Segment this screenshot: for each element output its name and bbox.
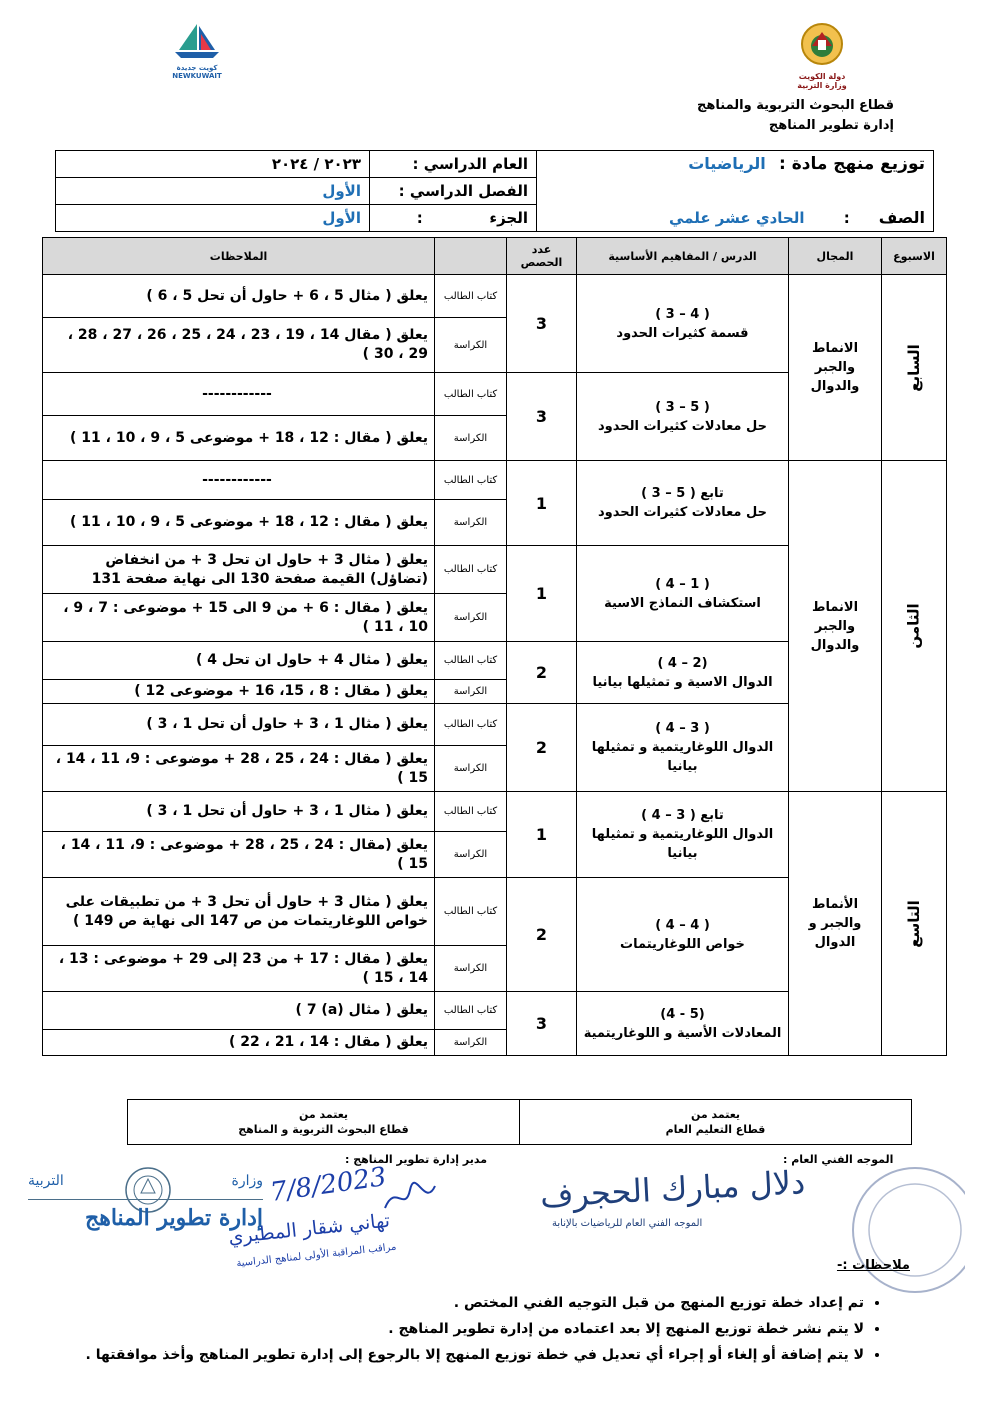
note-work: يعلق ( مقال : 24 ، 25 ، 28 + موضوعى : 9، 11 ، 14 ، 15 ) xyxy=(43,746,435,792)
right-signature: دلال مبارك الحجرف xyxy=(539,1163,807,1215)
source-book: كتاب الطالب xyxy=(435,642,507,680)
note-book: يعلق ( مثال 1 ، 3 + حاول أن تحل 1 ، 3 ) xyxy=(43,704,435,746)
count-cell: 2 xyxy=(507,642,577,704)
approval-right-title: يعتمد من xyxy=(690,1108,741,1121)
source-work: الكراسة xyxy=(435,946,507,992)
source-work: الكراسة xyxy=(435,318,507,373)
lesson-code: تابع ( 5 – 3 ) xyxy=(641,486,724,501)
lesson-code: (5 - 4) xyxy=(660,1006,705,1022)
lesson-cell xyxy=(577,792,789,878)
lesson-title: استكشاف النماذج الاسية xyxy=(604,595,761,611)
source-book: كتاب الطالب xyxy=(435,992,507,1030)
approval-research-sector xyxy=(128,1100,520,1145)
note-work: يعلق ( مقال : 14 ، 21 ، 22 ) xyxy=(43,1030,435,1056)
approvals-table xyxy=(127,1099,912,1145)
note-work: يعلق ( مقال 14 ، 19 ، 23 ، 24 ، 25 ، 26 ، 27 ، 28 ، 29 ، 30 ) xyxy=(43,318,435,373)
right-signer-label: الموجه الفني العام : xyxy=(783,1153,894,1166)
grade-cell xyxy=(537,205,934,232)
col-domain: المجال xyxy=(789,238,882,275)
lesson-code: ( 1 – 4 ) xyxy=(655,576,710,592)
note-work: يعلق ( مقال : 12 ، 18 + موضوعى 5 ، 9 ، 10 ، 11 ) xyxy=(43,500,435,546)
count-cell: 3 xyxy=(507,992,577,1056)
source-book: كتاب الطالب xyxy=(435,373,507,416)
source-book: كتاب الطالب xyxy=(435,461,507,500)
source-book: كتاب الطالب xyxy=(435,792,507,832)
source-work: الكراسة xyxy=(435,680,507,704)
source-book: كتاب الطالب xyxy=(435,275,507,318)
subject-cell xyxy=(537,151,934,178)
source-book: كتاب الطالب xyxy=(435,546,507,594)
lesson-title: حل معادلات كثيرات الحدود xyxy=(598,418,767,434)
note-item: • لا يتم نشر خطة توزيع المنهج إلا بعد اعتماده من إدارة تطوير المناهج . xyxy=(84,1316,864,1342)
grade-colon: : xyxy=(843,209,850,228)
handwritten-date: 7/8/2023 xyxy=(268,1162,389,1208)
note-book: يعلق ( مثال 3 + حاول ان تحل 3 + من انخفاض (تضاؤل) القيمة صفحة 130 الى نهاية صفحة 131 xyxy=(43,546,435,594)
count-cell: 1 xyxy=(507,461,577,546)
notes-title: ملاحظات :- xyxy=(836,1258,910,1273)
stamp-left-3: إدارة تطوير المناهج xyxy=(85,1205,263,1231)
info-table xyxy=(55,150,934,232)
stamp-left-2: التربية xyxy=(28,1173,64,1189)
newkuwait-caption-en: NEWKUWAIT xyxy=(172,72,222,80)
count-cell: 1 xyxy=(507,546,577,642)
part-value: الأول xyxy=(56,205,370,232)
col-lesson: الدرس / المفاهيم الأساسية xyxy=(577,238,789,275)
domain-cell: الانماط والجبر والدوال xyxy=(789,275,882,461)
count-cell: 1 xyxy=(507,792,577,878)
col-notes: الملاحظات xyxy=(43,238,435,275)
source-book: كتاب الطالب xyxy=(435,878,507,946)
note-work: يعلق ( مقال : 17 + من 23 إلى 29 + موضوعى : 13 ، 14 ، 15 ) xyxy=(43,946,435,992)
lesson-cell xyxy=(577,704,789,792)
lesson-title: حل معادلات كثيرات الحدود xyxy=(598,505,767,520)
lesson-cell xyxy=(577,992,789,1056)
source-work: الكراسة xyxy=(435,1030,507,1056)
domain-cell: الانماط والجبر والدوال xyxy=(789,461,882,792)
part-colon: : xyxy=(416,209,423,227)
ministry-caption-1: دولة الكويت xyxy=(798,72,846,81)
grade-value: الحادي عشر علمي xyxy=(668,209,805,228)
approval-left-title: يعتمد من xyxy=(298,1108,349,1121)
week-cell xyxy=(882,461,947,792)
col-count: عدد الحصص xyxy=(507,238,577,275)
note-book: يعلق ( مثال (a) 7 ) xyxy=(43,992,435,1030)
note-book: يعلق ( مثال 5 ، 6 + حاول أن تحل 5 ، 6 ) xyxy=(43,275,435,318)
sector-title xyxy=(697,96,894,136)
note-item: • تم إعداد خطة توزيع المنهج من قبل التوجيه الفني المختص . xyxy=(84,1290,864,1316)
lesson-title: الدوال اللوغاريتمية و تمثيلها بيانيا xyxy=(591,827,774,861)
col-week: الاسبوع xyxy=(882,238,947,275)
source-work: الكراسة xyxy=(435,500,507,546)
lesson-title: الدوال اللوغاريتمية و تمثيلها بيانيا xyxy=(591,740,774,774)
note-book: ------------ xyxy=(43,373,435,416)
lesson-cell xyxy=(577,878,789,992)
note-item: • لا يتم إضافة أو إلغاء أو إجراء أي تعديل في خطة توزيع المنهج إلا بالرجوع إلى إدارة تطوير المناهج وأخذ موافقتها . xyxy=(84,1342,864,1368)
notes-list xyxy=(84,1290,882,1368)
stamp-left-1: وزارة xyxy=(231,1173,263,1189)
week-label: السابع xyxy=(905,343,923,392)
lesson-cell xyxy=(577,373,789,461)
subject-label: توزيع منهج مادة : xyxy=(779,154,925,175)
source-work: الكراسة xyxy=(435,416,507,461)
count-cell: 2 xyxy=(507,704,577,792)
newkuwait-caption-ar: كويت جديدة xyxy=(176,64,218,72)
part-cell xyxy=(370,205,537,232)
term-value: الأول xyxy=(56,178,370,205)
right-signature-title: الموجه الفني العام للرياضيات بالإنابة xyxy=(552,1218,703,1229)
week-cell xyxy=(882,792,947,1056)
left-subtitle: مراقب المراقبة الأولى لمناهج الدراسية xyxy=(235,1241,397,1270)
week-cell xyxy=(882,275,947,461)
grade-label: الصف xyxy=(878,208,925,228)
lesson-code: (2 – 4 ) xyxy=(657,655,708,671)
part-label: الجزء xyxy=(489,209,528,227)
year-value: ٢٠٢٣ / ٢٠٢٤ xyxy=(56,151,370,178)
lesson-code: ( 3 – 4 ) xyxy=(655,721,710,736)
newkuwait-logo xyxy=(160,20,234,80)
left-signer-label: مدير إدارة تطوير المناهج : xyxy=(345,1153,488,1166)
lesson-code: تابع ( 3 – 4 ) xyxy=(641,808,724,823)
handwritten-name: تهاني شقار المطيري xyxy=(227,1209,391,1249)
week-label: التاسع xyxy=(905,899,923,948)
term-label: الفصل الدراسي : xyxy=(370,178,537,205)
approval-right-body: قطاع التعليم العام xyxy=(665,1123,766,1136)
sailboat-icon xyxy=(167,20,227,60)
note-book: يعلق ( مثال 4 + حاول ان تحل 4 ) xyxy=(43,642,435,680)
lesson-cell xyxy=(577,642,789,704)
lesson-title: الدوال الاسية و تمثيلها بيانيا xyxy=(592,674,773,690)
table-row xyxy=(43,461,947,500)
ministry-caption-2: وزارة التربية xyxy=(797,81,847,90)
week-label: الثامن xyxy=(904,603,923,649)
sector-line-1: قطاع البحوث التربوية والمناهج xyxy=(697,98,894,113)
approval-general-ed xyxy=(520,1100,912,1145)
year-label: العام الدراسي : xyxy=(370,151,537,178)
source-work: الكراسة xyxy=(435,594,507,642)
lesson-code: ( 5 – 3 ) xyxy=(655,399,710,415)
lesson-cell xyxy=(577,546,789,642)
col-source xyxy=(435,238,507,275)
note-work: يعلق (مقال : 24 ، 25 ، 28 + موضوعى : 9، 11 ، 14 ، 15 ) xyxy=(43,832,435,878)
count-cell: 3 xyxy=(507,275,577,373)
ministry-logo xyxy=(790,20,854,90)
source-work: الكراسة xyxy=(435,746,507,792)
note-work: يعلق ( مقال : 8 ، 15، 16 + موضوعى 12 ) xyxy=(43,680,435,704)
lesson-title: المعادلات الأسية و اللوغاريتمية xyxy=(583,1025,782,1041)
lesson-title: خواص اللوغاريتمات xyxy=(620,936,745,952)
table-row xyxy=(43,275,947,318)
subject-value: الرياضيات xyxy=(688,154,766,174)
lesson-title: قسمة كثيرات الحدود xyxy=(616,325,749,341)
domain-cell: الأنماط والجبر و الدوال xyxy=(789,792,882,1056)
note-work: يعلق ( مقال : 12 ، 18 + موضوعى 5 ، 9 ، 10 ، 11 ) xyxy=(43,416,435,461)
blank-cell xyxy=(537,178,934,205)
note-book: يعلق ( مثال 3 + حاول أن تحل 3 + من تطبيقات على خواص اللوغاريتمات من ص 147 الى نهاية ص 149 ) xyxy=(43,878,435,946)
note-book: ------------ xyxy=(43,461,435,500)
sector-line-2: إدارة تطوير المناهج xyxy=(768,118,894,133)
curriculum-table xyxy=(42,237,947,1056)
emblem-icon xyxy=(794,20,850,68)
note-book: يعلق ( مثال 1 ، 3 + حاول أن تحل 1 ، 3 ) xyxy=(43,792,435,832)
source-book: كتاب الطالب xyxy=(435,704,507,746)
count-cell: 2 xyxy=(507,878,577,992)
table-row xyxy=(43,792,947,832)
note-work: يعلق ( مقال : 6 + من 9 الى 15 + موضوعى : 7 ، 9 ، 10 ، 11 ) xyxy=(43,594,435,642)
header-row xyxy=(43,238,947,275)
lesson-code: ( 4 – 4 ) xyxy=(655,917,710,933)
approval-left-body: قطاع البحوث التربوية و المناهج xyxy=(238,1123,409,1136)
lesson-code: ( 4 – 3 ) xyxy=(655,306,710,322)
lesson-cell xyxy=(577,461,789,546)
lesson-cell xyxy=(577,275,789,373)
source-work: الكراسة xyxy=(435,832,507,878)
count-cell: 3 xyxy=(507,373,577,461)
